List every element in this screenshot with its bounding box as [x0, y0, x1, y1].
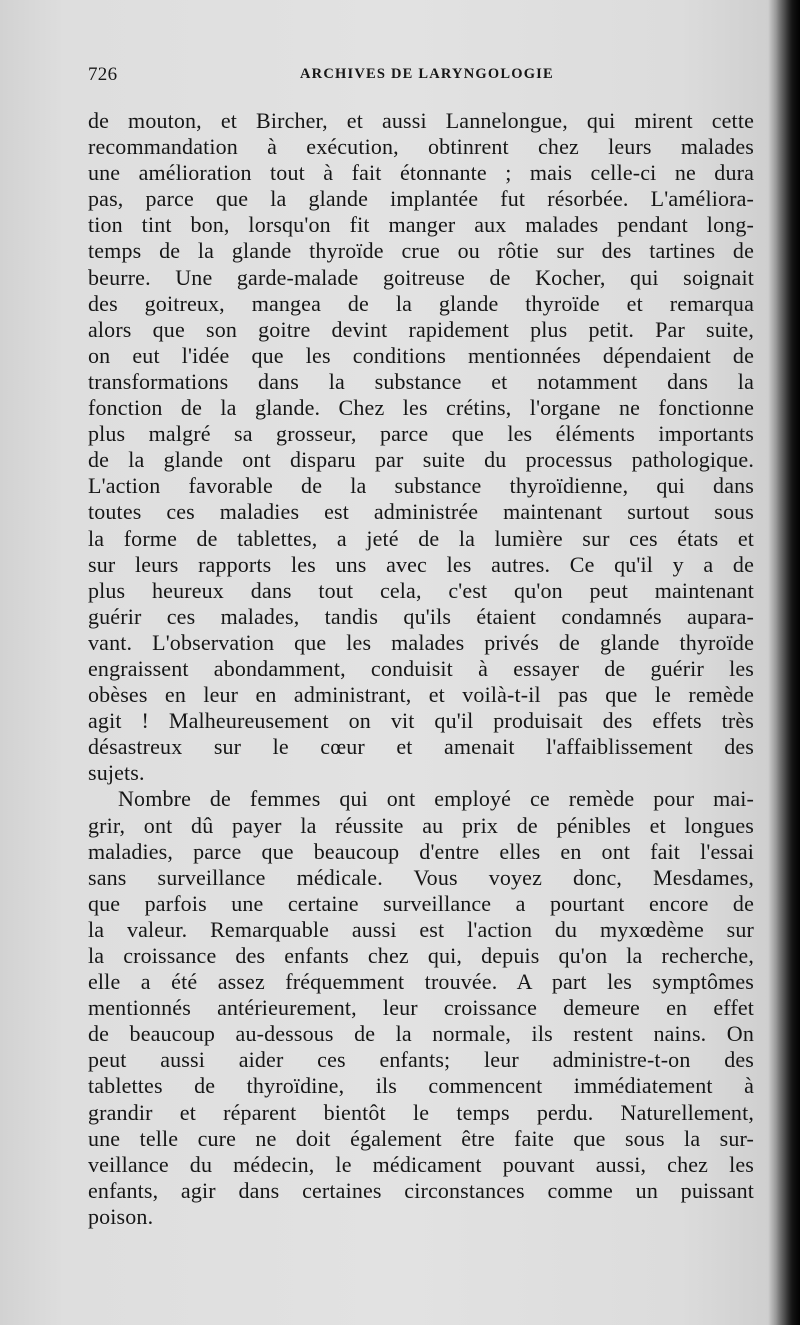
- text-line: plus malgré sa grosseur, parce que les éléments importants: [88, 421, 754, 447]
- text-line: grir, ont dû payer la réussite au prix de pénibles et longues: [88, 812, 754, 838]
- text-line: vant. L'observation que les malades privés de glande thyroïde: [88, 629, 754, 655]
- text-line: de beaucoup au-dessous de la normale, ils restent nains. On: [88, 1021, 754, 1047]
- text-line: beurre. Une garde-malade goitreuse de Kocher, qui soignait: [88, 264, 754, 290]
- text-line: obèses en leur en administrant, et voilà-t-il pas que le remède: [88, 682, 754, 708]
- text-line: mentionnés antérieurement, leur croissance demeure en effet: [88, 995, 754, 1021]
- text-line: poison.: [88, 1203, 154, 1229]
- text-line: on eut l'idée que les conditions mentionnées dépendaient de: [88, 342, 754, 368]
- text-line: Nombre de femmes qui ont employé ce remède pour mai-: [118, 786, 754, 812]
- text-line: plus heureux dans tout cela, c'est qu'on peut maintenant: [88, 577, 754, 603]
- text-line: la croissance des enfants chez qui, depuis qu'on la recherche,: [88, 943, 754, 968]
- text-line: grandir et réparent bientôt le temps perdu. Naturellement,: [88, 1099, 754, 1125]
- text-line: guérir ces malades, tandis qu'ils étaient condamnés aupara-: [88, 603, 754, 629]
- text-line: une amélioration tout à fait étonnante ; mais celle-ci ne dura: [88, 160, 754, 186]
- text-line: désastreux sur le cœur et amenait l'affaiblissement des: [88, 734, 754, 760]
- text-line: agit ! Malheureusement on vit qu'il produisait des effets très: [88, 708, 754, 734]
- text-line: de la glande ont disparu par suite du processus pathologique.: [88, 447, 754, 473]
- page-number: 726: [88, 64, 118, 85]
- text-line: veillance du médecin, le médicament pouvant aussi, chez les: [88, 1151, 754, 1177]
- page-edge-shadow: [776, 0, 800, 1325]
- text-line: que parfois une certaine surveillance a pourtant encore de: [88, 890, 754, 916]
- text-line: tablettes de thyroïdine, ils commencent immédiatement à: [88, 1073, 754, 1099]
- text-line: la forme de tablettes, a jeté de la lumière sur ces états et: [88, 525, 754, 551]
- text-line: toutes ces maladies est administrée maintenant surtout sous: [88, 499, 754, 525]
- text-line: tion tint bon, lorsqu'on fit manger aux malades pendant long-: [88, 212, 754, 238]
- text-line: la valeur. Remarquable aussi est l'action du myxœdème sur: [88, 916, 754, 942]
- text-line: une telle cure ne doit également être faite que sous la sur-: [88, 1125, 754, 1151]
- paragraph-1: [88, 108, 754, 786]
- text-line: sur leurs rapports les uns avec les autres. Ce qu'il y a de: [88, 551, 754, 577]
- text-line: maladies, parce que beaucoup d'entre elles en ont fait l'essai: [88, 838, 754, 864]
- text-line: temps de la glande thyroïde crue ou rôtie sur des tartines de: [88, 238, 754, 264]
- text-line: recommandation à exécution, obtinrent chez leurs malades: [88, 134, 754, 160]
- running-head: [88, 64, 768, 88]
- text-line: elle a été assez fréquemment trouvée. A part les symptômes: [88, 969, 754, 995]
- text-line: peut aussi aider ces enfants; leur administre-t-on des: [88, 1047, 754, 1073]
- text-line: engraissent abondamment, conduisit à essayer de guérir les: [88, 655, 754, 681]
- text-line: sujets.: [88, 760, 145, 786]
- journal-title: ARCHIVES DE LARYNGOLOGIE: [300, 66, 554, 82]
- text-line: alors que son goitre devint rapidement plus petit. Par suite,: [88, 316, 754, 342]
- text-line: des goitreux, mangea de la glande thyroïde et remarqua: [88, 290, 754, 316]
- text-line: de mouton, et Bircher, et aussi Lannelongue, qui mirent cette: [88, 108, 754, 133]
- text-line: fonction de la glande. Chez les crétins, l'organe ne fonctionne: [88, 395, 754, 421]
- text-line: L'action favorable de la substance thyroïdienne, qui dans: [88, 473, 754, 499]
- text-line: enfants, agir dans certaines circonstances comme un puissant: [88, 1177, 754, 1203]
- text-line: transformations dans la substance et notamment dans la: [88, 368, 754, 394]
- main-text: [88, 108, 754, 1230]
- text-line: sans surveillance médicale. Vous voyez donc, Mesdames,: [88, 864, 754, 890]
- paragraph-2: [88, 786, 754, 1230]
- text-line: pas, parce que la glande implantée fut résorbée. L'améliora-: [88, 186, 754, 212]
